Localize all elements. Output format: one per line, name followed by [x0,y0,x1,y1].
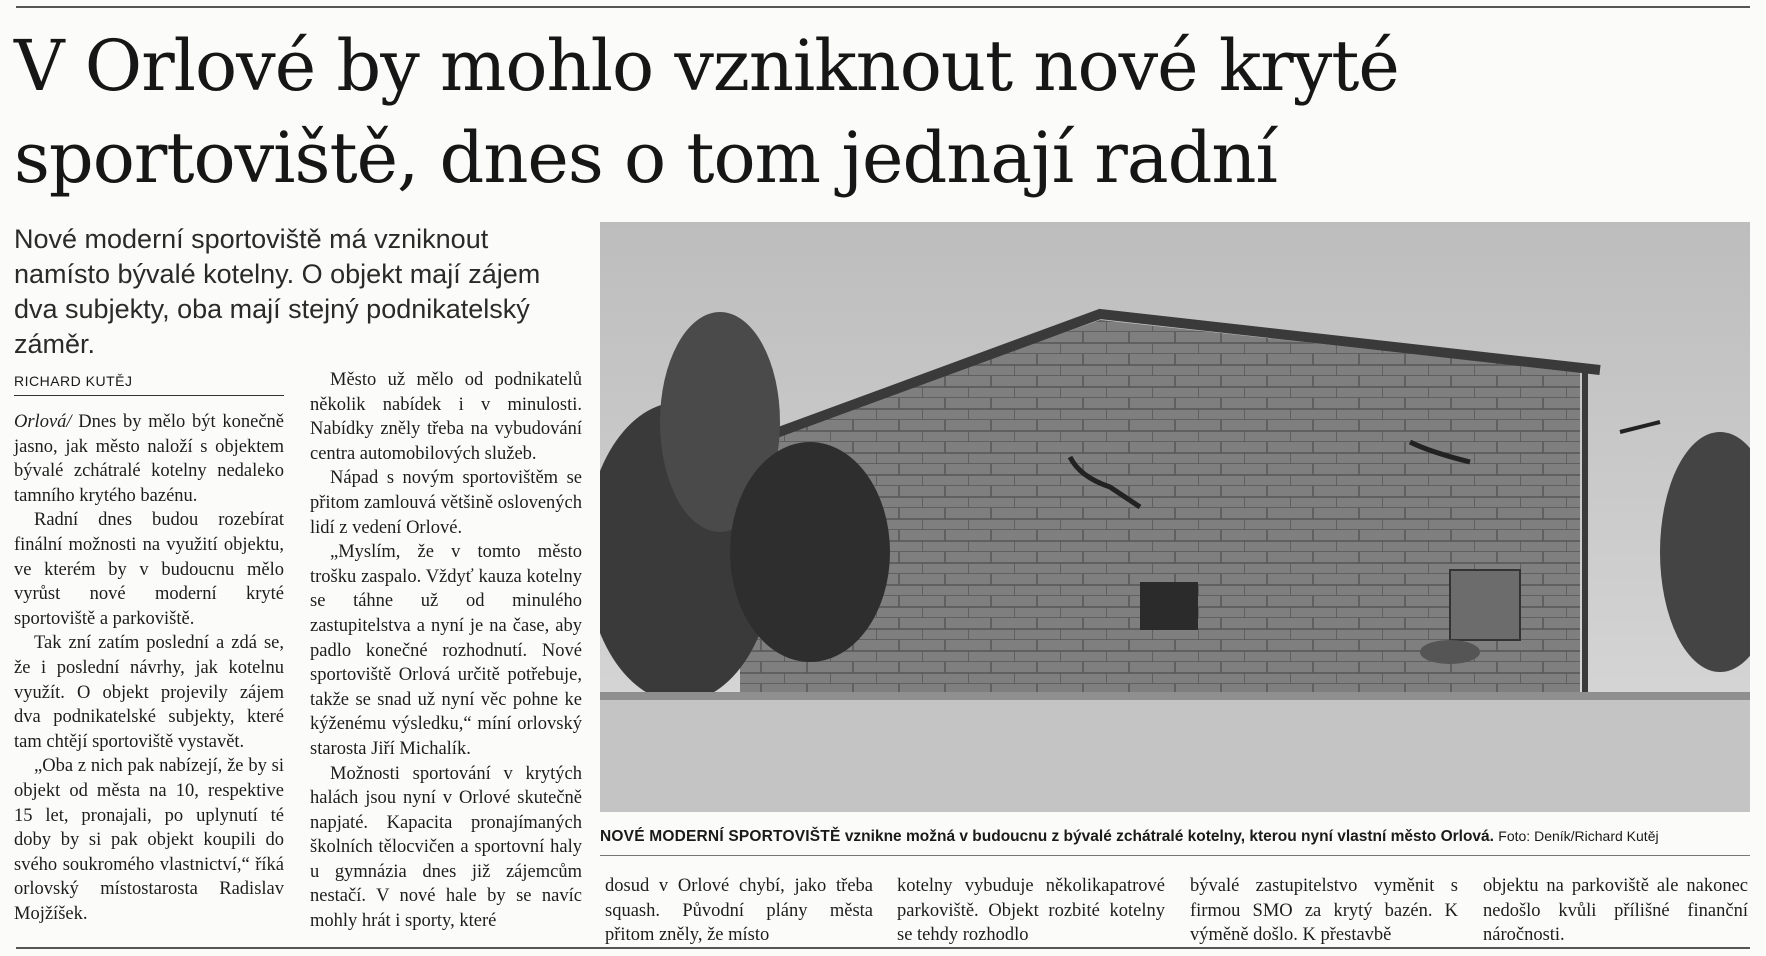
paragraph-3: Tak zní zatím poslední a zdá se, že i poslední návrhy, jak kotelnu využít. O objekt projevily zájem dva podnikatelské subjekty, které tam chtějí sportoviště vystavět. [14,633,284,752]
paragraph-1-text: Dnes by mělo být konečně jasno, jak město naloží s objektem bývalé zchátralé kotelny nedaleko tamního krytého bazénu. [14,412,284,506]
caption-body: vznikne možná v budoucnu z bývalé zchátralé kotelny, kterou nyní vlastní město Orlová. [844,828,1494,845]
article-column-2 [310,368,582,934]
lead-paragraph: Nové moderní sportoviště má vzniknout namísto bývalé kotelny. O objekt mají zájem dva subjekty, oba mají stejný podnikatelský záměr. [14,224,541,359]
paragraph-6: Nápad s novým sportovištěm se přitom zamlouvá většině oslovených lidí z vedení Orlové. [310,468,582,538]
paragraph-5: Město už mělo od podnikatelů několik nabídek i v minulosti. Nabídky zněly třeba na vybudování centra automobilových služeb. [310,370,582,464]
headline: V Orlové by mohlo vzniknout nové kryté sportoviště, dnes o tom jednají radní [14,25,1399,199]
bottom-text-4: objektu na parkoviště ale nakonec nedošlo kvůli přílišné finanční náročnosti. [1483,876,1748,946]
article-column-1 [14,410,284,926]
article-column-5 [1190,874,1458,948]
paragraph-8: Možnosti sportování v krytých halách jsou nyní v Orlové skutečně napjaté. Kapacita pronajímaných školních tělocvičen a sportovní haly u gymnázia dnes již zájemcům nestačí. V nové hale by se navíc mohly hrát i sporty, které [310,763,582,932]
photo-caption [600,826,1750,856]
bottom-text-3: bývalé zastupitelstvo vyměnit s firmou SMO za krytý bazén. K výměně došlo. K přestavbě [1190,876,1458,946]
bottom-text-1: dosud v Orlové chybí, jako třeba squash. Původní plány města přitom zněly, že místo [605,876,873,946]
paragraph-7: „Myslím, že v tomto město trošku zaspalo. Vždyť kauza kotelny se táhne už od minulého zastupitelstva a nyní je na čase, aby padlo konečné rozhodnutí. Nové sportoviště Orlová určitě potřebuje, takže se snad už nyní věc pohne ke kýženému výsledku,“ míní orlovský starosta Jiří Michalík. [310,542,582,759]
article-column-4 [897,874,1165,948]
bottom-rule [16,947,1750,949]
article-photo [600,222,1750,812]
dateline-place: Orlová/ [14,412,72,432]
paragraph-2: Radní dnes budou rozebírat finální možnosti na využití objektu, ve kterém by v budoucnu mělo vyrůst nové moderní kryté sportoviště a parkoviště. [14,510,284,629]
byline: RICHARD KUTĚJ [14,373,284,396]
bottom-text-2: kotelny vybuduje několikapatrové parkoviště. Objekt rozbité kotelny se tehdy rozhodlo [897,876,1165,946]
paragraph-4: „Oba z nich pak nabízejí, že by si objekt od města na 10, respektive 15 let, pronajali, po uplynutí té doby by si pak objekt koupili do svého soukromého vlastnictví,“ říká orlovský místostarosta Radislav Mojžíšek. [14,756,284,924]
paragraph-1 [14,410,284,508]
photo-credit: Foto: Deník/Richard Kutěj [1498,828,1659,844]
article-column-6 [1483,874,1748,948]
top-rule [16,6,1750,8]
caption-head: NOVÉ MODERNÍ SPORTOVIŠTĚ [600,828,841,845]
article-column-3 [605,874,873,948]
boiler-house-photo [600,222,1750,812]
